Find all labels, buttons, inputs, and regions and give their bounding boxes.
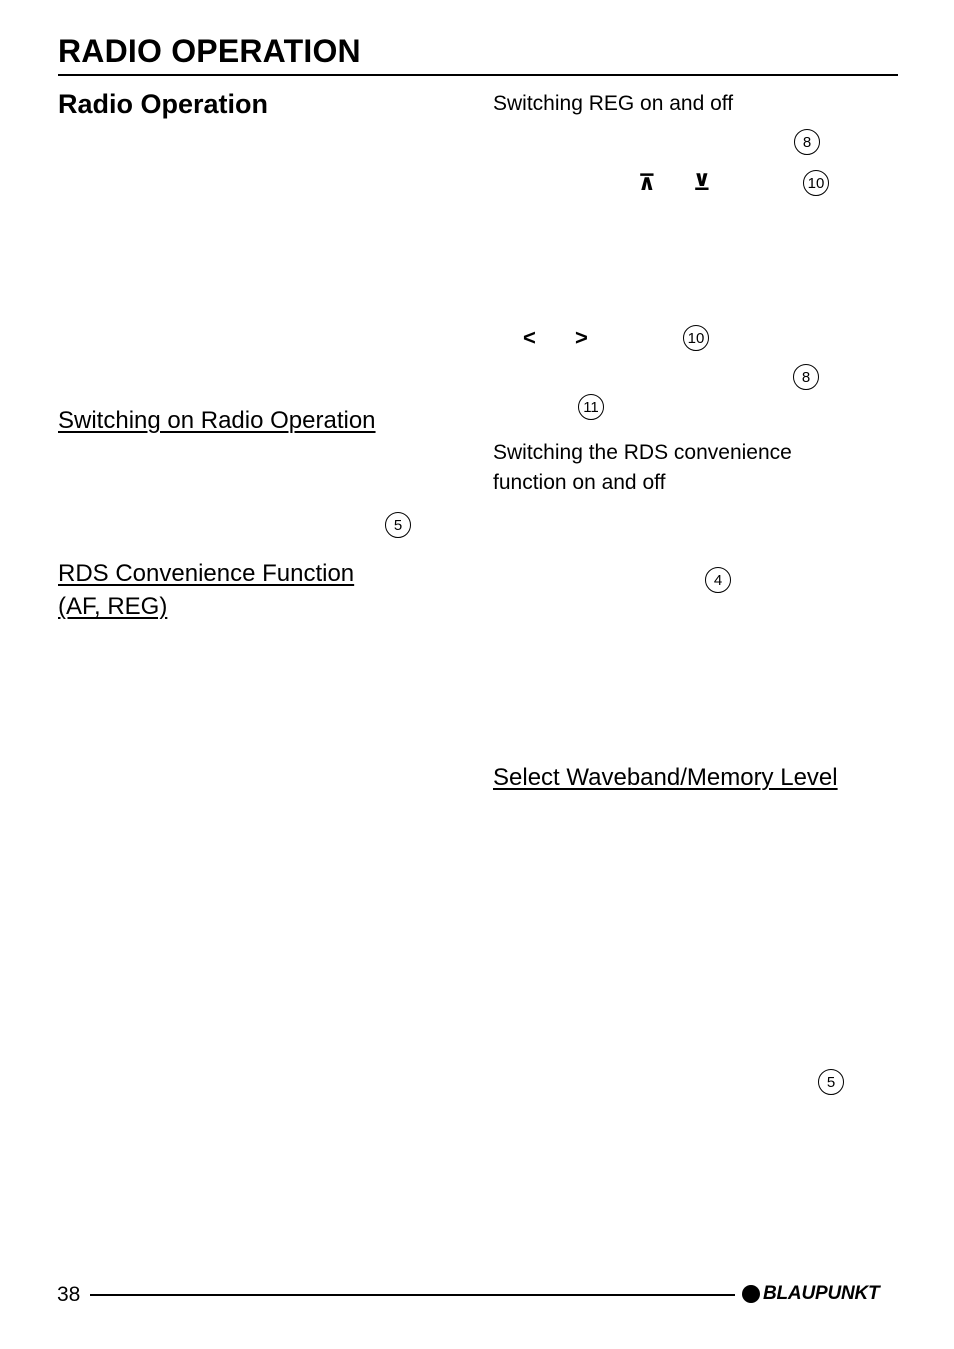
callout-10-icon: 10 <box>683 325 709 351</box>
callout-5-icon: 5 <box>818 1069 844 1095</box>
callout-10-icon: 10 <box>803 170 829 196</box>
callout-4-icon: 4 <box>705 567 731 593</box>
heading-rds-function-line2: function on and off <box>493 471 666 494</box>
callout-8-icon: 8 <box>793 364 819 390</box>
heading-switching-on-radio: Switching on Radio Operation <box>58 407 376 434</box>
section-title: Radio Operation <box>58 89 269 119</box>
right-arrow-key-icon: > <box>575 325 588 350</box>
title-divider <box>58 74 898 76</box>
heading-rds-convenience-line2: (AF, REG) <box>58 593 168 620</box>
left-arrow-key-icon: < <box>523 325 536 350</box>
down-arrow-key-icon: ⊻ <box>693 170 711 195</box>
heading-rds-function-line1: Switching the RDS convenience <box>493 441 792 464</box>
heading-select-waveband: Select Waveband/Memory Level <box>493 764 838 791</box>
heading-switching-reg: Switching REG on and off <box>493 92 734 115</box>
page-number: 38 <box>57 1283 81 1306</box>
callout-8-icon: 8 <box>794 129 820 155</box>
logo-dot-icon <box>742 1285 760 1303</box>
heading-rds-convenience-line1: RDS Convenience Function <box>58 560 355 587</box>
brand-name: BLAUPUNKT <box>763 1283 880 1304</box>
up-arrow-key-icon: ⊼ <box>638 170 656 195</box>
callout-5-icon: 5 <box>385 512 411 538</box>
footer-divider <box>90 1294 735 1296</box>
brand-logo <box>742 1283 879 1305</box>
page-title: RADIO OPERATION <box>58 33 361 69</box>
callout-11-icon: 11 <box>578 394 604 420</box>
